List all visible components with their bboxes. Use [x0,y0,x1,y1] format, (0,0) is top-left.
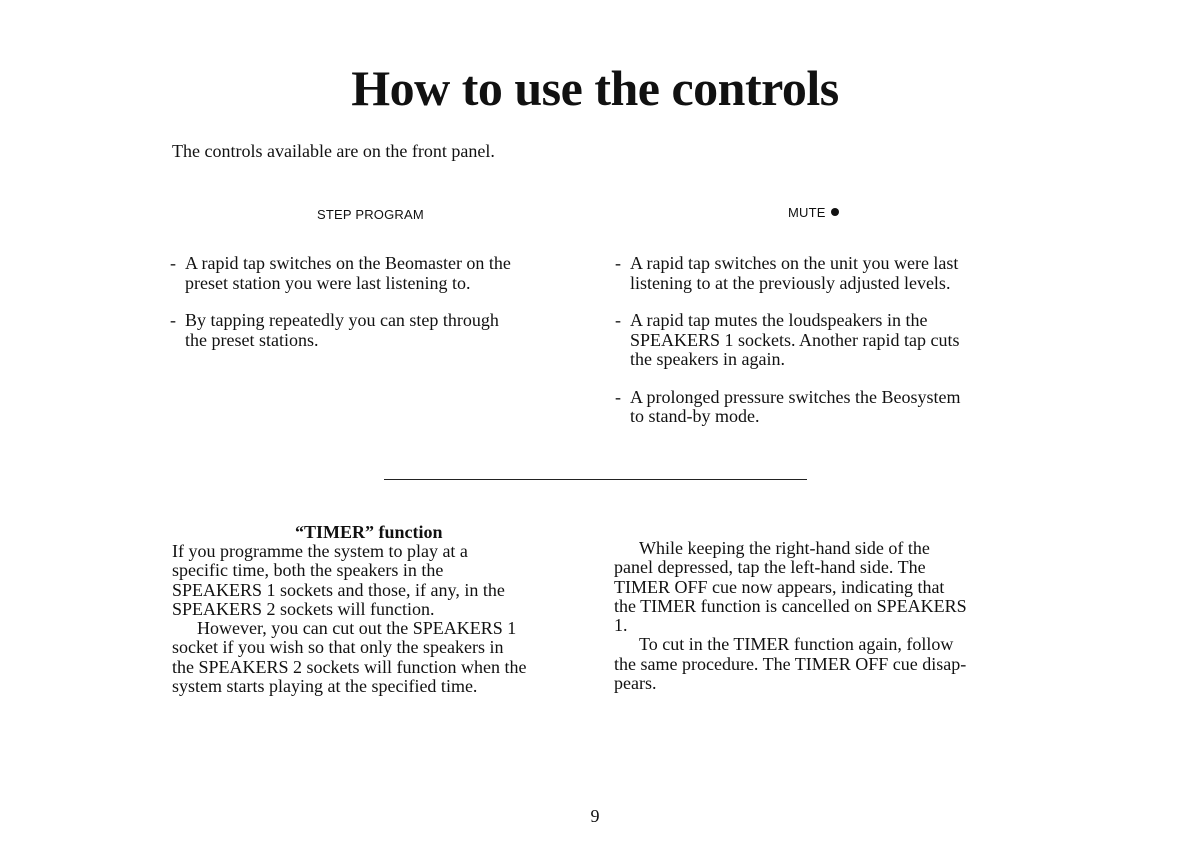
text-line: TIMER OFF cue now appears, indicating that [614,576,945,597]
bullet-dash: - [615,386,621,407]
paragraph [614,558,1026,635]
paragraph [614,539,1026,558]
list-item [615,311,1035,370]
bullet-line: A rapid tap switches on the Beomaster on the [185,253,511,273]
bullet-line: to stand-by mode. [630,406,760,426]
list-item [170,254,590,293]
text-line: If you programme the system to play at a [172,541,468,561]
text-line: system starts playing at the specified time. [172,676,478,697]
bullet-line: the preset stations. [185,329,319,350]
bullet-line: preset station you were last listening to. [185,272,471,293]
bullet-dash: - [170,253,176,273]
text-line: To cut in the TIMER function again, follow [639,634,954,655]
text-line: socket if you wish so that only the speakers in [172,637,504,658]
step-program-list [170,254,590,350]
text-line: While keeping the right-hand side of the [639,538,930,558]
section-divider [384,479,807,480]
text-line: specific time, both the speakers in the [172,560,444,581]
text-line: pears. [614,673,657,694]
paragraph [614,655,1026,694]
text-line: the same procedure. The TIMER OFF cue disap- [614,653,967,674]
mute-dot-icon [831,208,839,216]
page-number: 9 [590,806,600,826]
bullet-line: By tapping repeatedly you can step through [185,310,499,330]
list-item [615,254,1035,293]
mute-label-text: MUTE [788,205,826,220]
step-program-label: STEP PROGRAM [317,207,424,222]
mute-list [615,254,1035,427]
list-item [170,311,590,350]
bullet-line: A prolonged pressure switches the Beosystem [630,386,961,407]
bullet-line: SPEAKERS 1 sockets. Another rapid tap cuts [630,329,960,350]
bullet-dash: - [170,310,176,330]
text-line: the TIMER function is cancelled on SPEAKERS [614,595,967,616]
timer-left-column [172,542,582,696]
page-title: How to use the controls [351,60,839,116]
paragraph [172,542,582,619]
bullet-dash: - [615,310,621,330]
paragraph [614,635,1026,654]
paragraph [172,638,582,696]
paragraph [172,619,582,638]
timer-heading: “TIMER” function [295,522,443,542]
bullet-line: listening to at the previously adjusted levels. [630,272,951,293]
intro-text: The controls available are on the front panel. [172,141,495,161]
bullet-line: A rapid tap mutes the loudspeakers in the [630,310,928,330]
bullet-line: A rapid tap switches on the unit you were last [630,253,959,273]
text-line: However, you can cut out the SPEAKERS 1 [197,618,517,639]
mute-label [788,205,839,221]
text-line: the SPEAKERS 2 sockets will function when the [172,656,527,677]
text-line: SPEAKERS 2 sockets will function. [172,598,435,619]
bullet-line: the speakers in again. [630,349,785,369]
list-item [615,388,1035,427]
timer-right-column [614,539,1026,693]
text-line: 1. [614,615,628,636]
text-line: panel depressed, tap the left-hand side. The [614,557,926,578]
bullet-dash: - [615,253,621,273]
text-line: SPEAKERS 1 sockets and those, if any, in the [172,579,505,600]
